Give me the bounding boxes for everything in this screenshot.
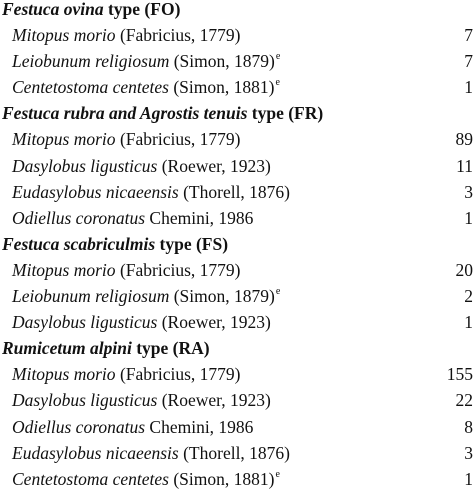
specimen-count: 20 [455, 259, 473, 280]
scientific-name: Mitopus morio [12, 259, 116, 280]
authority: (Roewer, 1923) [157, 155, 271, 176]
table-row [0, 179, 474, 205]
group-header-italic: Festuca ovina [2, 0, 104, 19]
scientific-name: Mitopus morio [12, 129, 116, 150]
group-header-type: type (RA) [131, 338, 210, 359]
group-header-fo [0, 0, 474, 22]
table-row [0, 387, 474, 413]
specimen-count: 3 [464, 442, 473, 463]
scientific-name: Mitopus morio [12, 364, 116, 385]
table-row [0, 153, 474, 179]
footnote-marker: e [275, 51, 281, 63]
footnote-marker: e [275, 286, 281, 298]
specimen-count: 155 [446, 364, 473, 385]
table-row [0, 22, 474, 48]
specimen-count: 89 [455, 129, 473, 150]
table-row [0, 205, 474, 231]
scientific-name: Dasylobus ligusticus [12, 312, 158, 333]
authority: (Fabricius, 1779) [115, 364, 241, 385]
specimen-count: 7 [464, 51, 473, 72]
table-row [0, 283, 474, 309]
species-name [12, 48, 280, 74]
specimen-count: 8 [464, 416, 473, 437]
specimen-count: 1 [464, 207, 473, 228]
species-name [12, 22, 241, 48]
specimen-count: 2 [464, 286, 473, 307]
authority: (Simon, 1879) [169, 286, 275, 307]
table-row [0, 309, 474, 335]
group-header-type: type (FS) [155, 233, 229, 254]
footnote-marker: e [275, 77, 280, 89]
scientific-name: Centetostoma centetes [12, 77, 169, 98]
group-header-fs [0, 231, 474, 257]
species-name [12, 387, 272, 413]
scientific-name: Centetostoma centetes [12, 468, 169, 489]
group-header-ra [0, 335, 474, 361]
scientific-name: Eudasylobus nicaeensis [12, 181, 179, 202]
table-row [0, 257, 474, 283]
authority: (Fabricius, 1779) [115, 129, 241, 150]
authority: Chemini, 1986 [145, 416, 254, 437]
specimen-count: 1 [464, 312, 473, 333]
table-row [0, 414, 474, 440]
species-name [12, 179, 291, 205]
authority: (Roewer, 1923) [157, 312, 271, 333]
species-name [12, 361, 241, 387]
authority: (Roewer, 1923) [157, 390, 271, 411]
table-row [0, 74, 474, 100]
table-row [0, 126, 474, 152]
authority: (Thorell, 1876) [178, 442, 291, 463]
authority: (Fabricius, 1779) [115, 259, 241, 280]
authority: (Simon, 1881) [168, 468, 275, 489]
group-header-type: type (FO) [103, 0, 181, 19]
species-name [12, 74, 280, 100]
scientific-name: Odiellus coronatus [12, 416, 146, 437]
species-name [12, 153, 272, 179]
species-name [12, 257, 241, 283]
scientific-name: Eudasylobus nicaeensis [12, 442, 179, 463]
scientific-name: Leiobunum religiosum [12, 51, 170, 72]
authority: (Simon, 1879) [169, 51, 275, 72]
authority: (Simon, 1881) [168, 77, 275, 98]
species-name [12, 205, 254, 231]
authority: (Thorell, 1876) [178, 181, 291, 202]
species-name [12, 414, 254, 440]
group-header-fr [0, 100, 474, 126]
species-name [12, 309, 272, 335]
specimen-count: 22 [455, 390, 473, 411]
footnote-marker: e [275, 468, 280, 480]
specimen-count: 1 [464, 468, 473, 489]
specimen-count: 7 [464, 25, 473, 46]
specimen-count: 1 [464, 77, 473, 98]
group-header-italic: Festuca rubra and Agrostis tenuis [2, 103, 248, 124]
specimen-count: 3 [464, 181, 473, 202]
authority: (Fabricius, 1779) [115, 25, 241, 46]
table-row [0, 466, 474, 492]
scientific-name: Dasylobus ligusticus [12, 390, 158, 411]
group-header-italic: Rumicetum alpini [2, 338, 132, 359]
scientific-name: Dasylobus ligusticus [12, 155, 158, 176]
scientific-name: Leiobunum religiosum [12, 286, 170, 307]
table-row [0, 440, 474, 466]
scientific-name: Mitopus morio [12, 25, 116, 46]
group-header-italic: Festuca scabriculmis [2, 233, 156, 254]
authority: Chemini, 1986 [145, 207, 254, 228]
species-name [12, 283, 280, 309]
group-header-type: type (FR) [247, 103, 324, 124]
species-name [12, 466, 280, 492]
table-row [0, 48, 474, 74]
species-name [12, 126, 241, 152]
table-row [0, 361, 474, 387]
scientific-name: Odiellus coronatus [12, 207, 146, 228]
species-name [12, 440, 291, 466]
specimen-count: 11 [456, 155, 473, 176]
